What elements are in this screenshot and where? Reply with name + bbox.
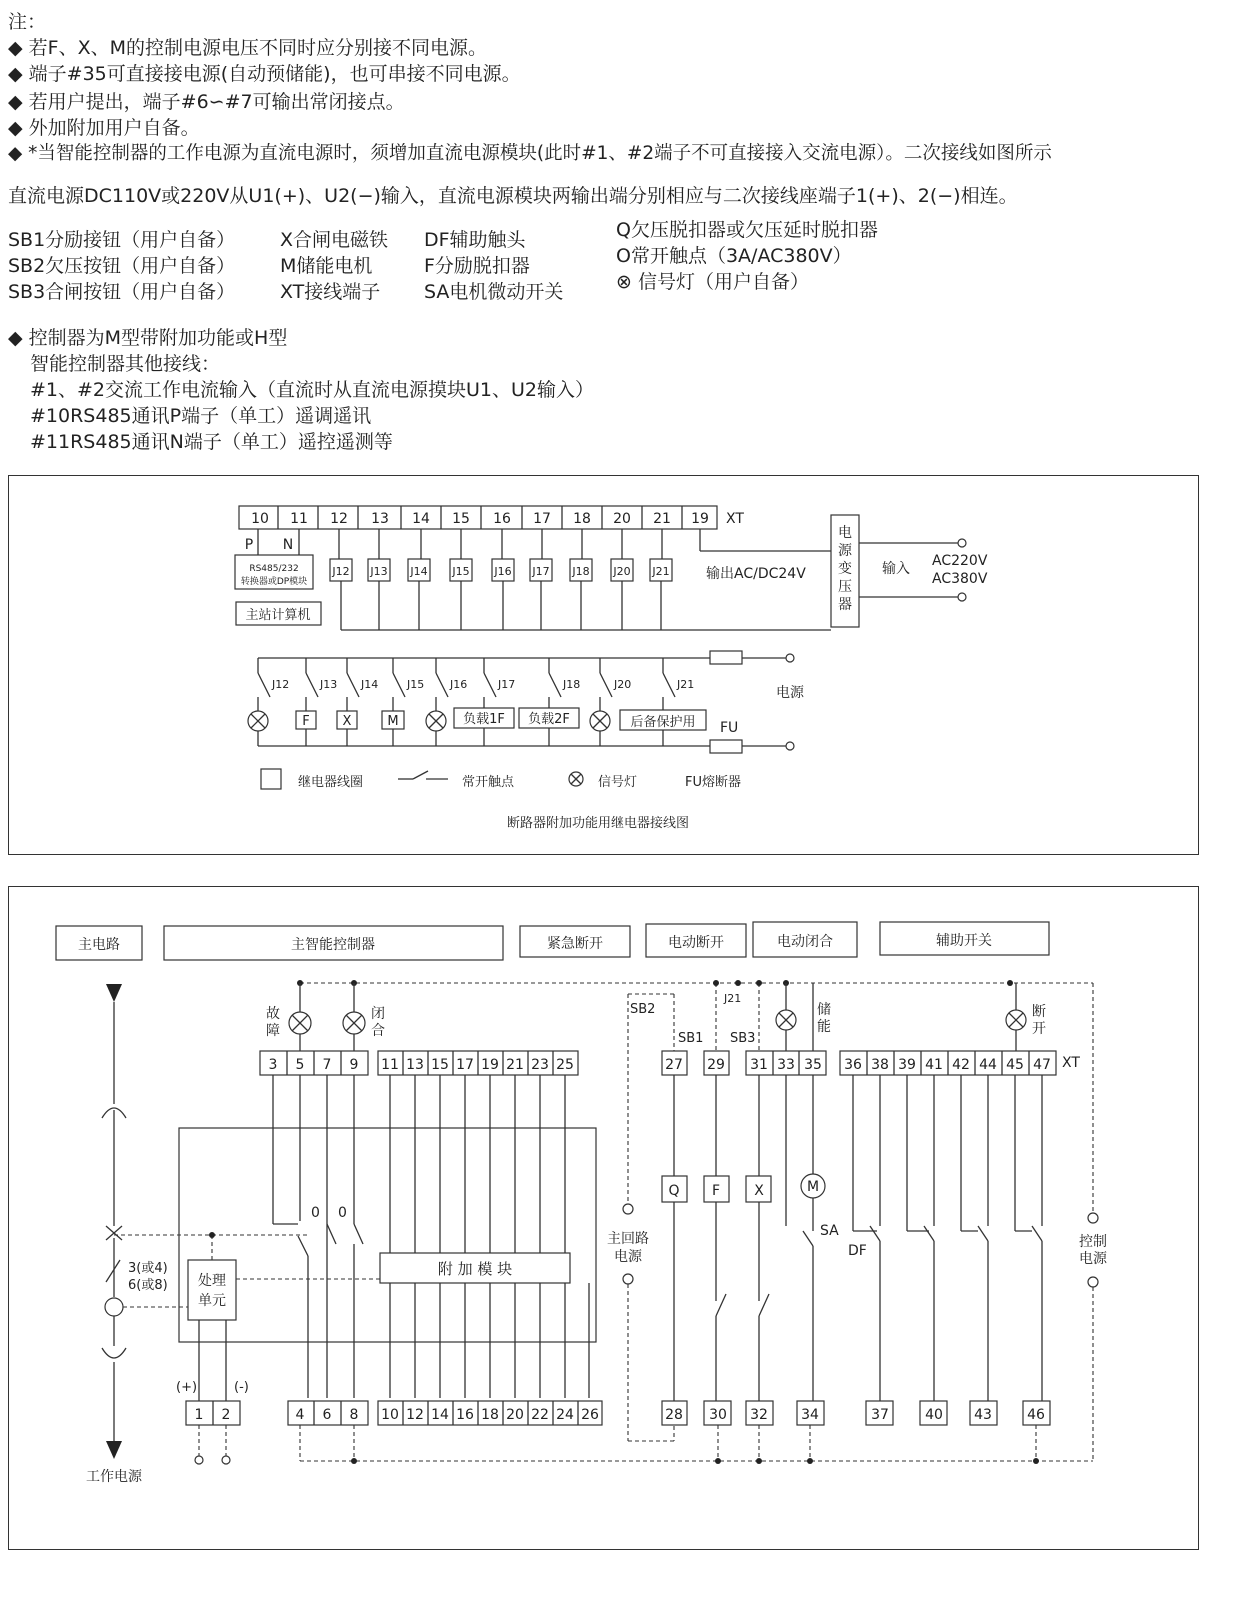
relay-label-j20: J20 [613, 565, 631, 578]
fault-lamp-icon [289, 1012, 311, 1034]
contact-label: J21 [677, 678, 695, 691]
minus-label: (-) [234, 1380, 249, 1395]
relay-label-j14: J14 [410, 565, 428, 578]
relay-wiring-diagram [8, 475, 1199, 855]
terminal-15: 15 [431, 1057, 449, 1073]
secondary-wiring-diagram [8, 886, 1199, 1550]
terminal-35: 35 [804, 1057, 822, 1073]
power-label: 电源 [776, 685, 804, 701]
fault-label: 故障 [266, 1006, 280, 1039]
input-terminal [958, 593, 966, 601]
terminal-21: 21 [506, 1057, 524, 1073]
arrow-down-icon [106, 1441, 122, 1459]
terminal-10: 10 [381, 1407, 399, 1423]
legend-xt: XT接线端子 [280, 281, 381, 303]
terminal-9: 9 [349, 1057, 359, 1073]
legend-contact: 常开触点 [462, 775, 515, 790]
terminal-14: 14 [431, 1407, 449, 1423]
n-label: N [282, 537, 294, 553]
note-line: ◆ 若用户提出，端子#6∽#7可输出常闭接点。 [8, 91, 405, 113]
ctrl-power-label: 控制电源 [1079, 1234, 1107, 1267]
converter-label: 转换器或DP模块 [240, 577, 308, 587]
contact-label: J20 [614, 678, 632, 691]
terminal-strip [239, 506, 717, 529]
coil-q-label: Q [668, 1183, 680, 1199]
terminal-25: 25 [556, 1057, 574, 1073]
store-label: 储能 [817, 1002, 831, 1035]
j21-label: J21 [724, 992, 742, 1005]
controller-title: ◆ 控制器为M型带附加功能或H型 [8, 327, 288, 349]
controller-line: #1、#2交流工作电流输入（直流时从直流电源摸块U1、U2输入） [30, 379, 595, 401]
contact-label: J15 [407, 678, 425, 691]
legend-sb1: SB1分励接钮（用户自备） [8, 229, 236, 251]
controller-line: #10RS485通讯P端子（单工）遥调遥讯 [30, 405, 372, 427]
terminal-29: 29 [707, 1057, 725, 1073]
terminal-22: 22 [531, 1407, 549, 1423]
terminal-28: 28 [665, 1407, 683, 1423]
header-main-controller-label: 主智能控制器 [291, 937, 375, 953]
legend-coil: 继电器线圈 [298, 775, 364, 790]
relay-label-j18: J18 [572, 565, 590, 578]
terminal-15: 15 [452, 511, 470, 527]
relay-label-j17: J17 [532, 565, 550, 578]
header-emergency-open-label: 紧急断开 [547, 936, 603, 952]
current-transformer [105, 1298, 123, 1316]
close-label: 闭合 [371, 1006, 385, 1039]
fuse [710, 740, 742, 753]
terminal-20: 20 [506, 1407, 524, 1423]
legend-contact-icon [398, 771, 448, 779]
legend-f: F分励脱扣器 [424, 255, 530, 277]
relay-label-j13: J13 [370, 565, 388, 578]
terminal-6: 6 [322, 1407, 332, 1423]
header-electric-open-label: 电动断开 [668, 935, 724, 951]
legend-o: O常开触点（3A/AC380V） [616, 245, 852, 267]
legend-lamp: 信号灯 [598, 775, 638, 790]
terminal-11: 11 [381, 1057, 399, 1073]
power-terminal [786, 654, 794, 662]
legend-sb2: SB2欠压按钮（用户自备） [8, 255, 236, 277]
terminal-17: 17 [533, 511, 551, 527]
header-electric-close-label: 电动闭合 [777, 934, 833, 950]
load-2f-label: 负载2F [528, 712, 570, 727]
sb3-label: SB3 [730, 1031, 756, 1046]
terminal-7: 7 [322, 1057, 332, 1073]
output-label: 输出AC/DC24V [706, 566, 806, 582]
terminal-27: 27 [665, 1057, 683, 1073]
signal-lamp-icon [426, 711, 446, 731]
fuse [710, 651, 742, 664]
transformer-label: 电源变压器 [838, 525, 852, 613]
note-line: ◆ 若F、X、M的控制电源电压不同时应分别接不同电源。 [8, 37, 487, 59]
df-label: DF [848, 1243, 867, 1259]
terminal-16: 16 [456, 1407, 474, 1423]
master-computer-label: 主站计算机 [245, 608, 311, 623]
terminal-8: 8 [349, 1407, 359, 1423]
terminal-3: 3 [268, 1057, 278, 1073]
close-lamp-icon [343, 1012, 365, 1034]
controller-line: #11RS485通讯N端子（单工）遥控遥测等 [30, 431, 393, 453]
ac220-label: AC220V [932, 553, 988, 569]
ac380-label: AC380V [932, 571, 988, 587]
terminal-32: 32 [750, 1407, 768, 1423]
signal-lamp-icon [248, 711, 268, 731]
open-label: 断开 [1032, 1004, 1046, 1037]
terminal-42: 42 [952, 1057, 970, 1073]
terminal-12: 12 [406, 1407, 424, 1423]
terminal-16: 16 [493, 511, 511, 527]
load-1f-label: 负载1F [463, 712, 505, 727]
controller-line: 智能控制器其他接线： [30, 353, 221, 375]
main-loop-power-label: 主回路电源 [607, 1231, 649, 1265]
motor-label: M [806, 1179, 820, 1195]
arrow-down-icon [106, 984, 122, 1002]
addon-module-label: 附 加 模 块 [437, 1260, 513, 1278]
fu-label: FU [720, 720, 739, 736]
signal-lamp-icon [590, 711, 610, 731]
terminal-18: 18 [573, 511, 591, 527]
ct-label-2: 6(或8) [128, 1278, 168, 1293]
relay-label-j21: J21 [652, 565, 670, 578]
legend-sb3: SB3合闸按钮（用户自备） [8, 281, 236, 303]
terminal-18: 18 [481, 1407, 499, 1423]
note-line: ◆ *当智能控制器的工作电源为直流电源时，须增加直流电源模块(此时#1、#2端子不可直接接入交流电源）。二次接线如图所示 [8, 143, 1052, 164]
terminal-31: 31 [750, 1057, 768, 1073]
contact-label: J13 [320, 678, 338, 691]
relay-label-j15: J15 [452, 565, 470, 578]
terminal-38: 38 [871, 1057, 889, 1073]
processing-unit [188, 1260, 236, 1320]
terminal-14: 14 [412, 511, 430, 527]
p-label: P [244, 537, 254, 553]
diagram1-caption: 断路器附加功能用继电器接线图 [506, 816, 690, 831]
legend-fuse: FU熔断器 [685, 775, 741, 790]
sb2-label: SB2 [630, 1002, 656, 1017]
ct-label-1: 3(或4) [128, 1261, 168, 1276]
xt-label: XT [726, 511, 744, 527]
terminal-44: 44 [979, 1057, 997, 1073]
power-terminal [786, 742, 794, 750]
bottom-bus-drops [300, 1425, 1036, 1461]
terminal-13: 13 [406, 1057, 424, 1073]
plus-label: (+) [176, 1380, 198, 1395]
legend-sa: SA电机微动开关 [424, 281, 564, 303]
note-line: ◆ 端子#35可直接接电源(自动预储能)，也可串接不同电源。 [8, 63, 521, 85]
terminal-4: 4 [295, 1407, 305, 1423]
load-f-label: F [302, 714, 310, 729]
terminal-19: 19 [691, 511, 709, 527]
terminal-33: 33 [777, 1057, 795, 1073]
store-lamp-icon [776, 1010, 796, 1030]
rs485-label: RS485/232 [249, 564, 299, 574]
contact-label: J14 [361, 678, 379, 691]
legend-lamp-icon [569, 772, 583, 786]
terminal-30: 30 [709, 1407, 727, 1423]
terminal-11: 11 [290, 511, 308, 527]
legend-q: Q欠压脱扣器或欠压延时脱扣器 [616, 219, 878, 241]
legend-x: X合闸电磁铁 [280, 229, 389, 251]
header-main-circuit-label: 主电路 [78, 937, 120, 953]
backup-protection-label: 后备保护用 [630, 715, 696, 730]
legend-lamp: ⊗ 信号灯（用户自备） [616, 271, 809, 293]
load-x-label: X [342, 714, 352, 729]
legend-df: DF辅助触头 [424, 229, 526, 251]
terminal-34: 34 [801, 1407, 819, 1423]
sb1-label: SB1 [678, 1031, 704, 1046]
note-line: ◆ 外加附加用户自备。 [8, 117, 200, 139]
relay-coil-boxes [330, 529, 672, 630]
processing-unit-label: 处理单元 [198, 1273, 226, 1309]
dc-note: 直流电源DC110V或220V从U1(+)、U2(−)输入，直流电源模块两输出端分别相应与二次接线座端子1(+)、2(−)相连。 [8, 185, 1018, 207]
terminal-21: 21 [653, 511, 671, 527]
terminal-26: 26 [581, 1407, 599, 1423]
contact-label: J17 [498, 678, 516, 691]
input-terminal [958, 539, 966, 547]
contact-label: J18 [563, 678, 581, 691]
terminal-17: 17 [456, 1057, 474, 1073]
terminal-1: 1 [194, 1407, 204, 1423]
relay-label-j16: J16 [494, 565, 512, 578]
legend-coil-icon [261, 769, 281, 789]
notes-heading: 注： [8, 11, 47, 33]
xt-label: XT [1062, 1055, 1080, 1071]
relay-contact-branches [258, 658, 675, 746]
terminal-47: 47 [1033, 1057, 1051, 1073]
terminal-19: 19 [481, 1057, 499, 1073]
contact-zero-label: 0 [338, 1205, 347, 1221]
coil-f-label: F [711, 1183, 721, 1199]
terminal-43: 43 [974, 1407, 992, 1423]
terminal-10: 10 [251, 511, 269, 527]
contact-label: J12 [272, 678, 290, 691]
terminal-39: 39 [898, 1057, 916, 1073]
sa-label: SA [820, 1223, 839, 1239]
terminal-37: 37 [871, 1407, 889, 1423]
terminal-46: 46 [1027, 1407, 1045, 1423]
terminal-5: 5 [295, 1057, 305, 1073]
terminal-23: 23 [531, 1057, 549, 1073]
terminal-41: 41 [925, 1057, 943, 1073]
terminal-20: 20 [613, 511, 631, 527]
coil-x-label: X [754, 1183, 764, 1199]
header-aux-switch-label: 辅助开关 [936, 933, 992, 949]
terminal-13: 13 [371, 511, 389, 527]
terminal-40: 40 [925, 1407, 943, 1423]
terminal-36: 36 [844, 1057, 862, 1073]
terminal-45: 45 [1006, 1057, 1024, 1073]
legend-m: M储能电机 [280, 255, 373, 277]
relay-label-j12: J12 [332, 565, 350, 578]
contact-zero-label: 0 [311, 1205, 320, 1221]
terminal-12: 12 [330, 511, 348, 527]
terminal-2: 2 [221, 1407, 231, 1423]
input-label: 输入 [882, 561, 910, 577]
contact-label: J16 [450, 678, 468, 691]
terminal-24: 24 [556, 1407, 574, 1423]
load-m-label: M [387, 714, 399, 729]
work-power-label: 工作电源 [86, 1469, 142, 1485]
open-lamp-icon [1006, 1010, 1026, 1030]
